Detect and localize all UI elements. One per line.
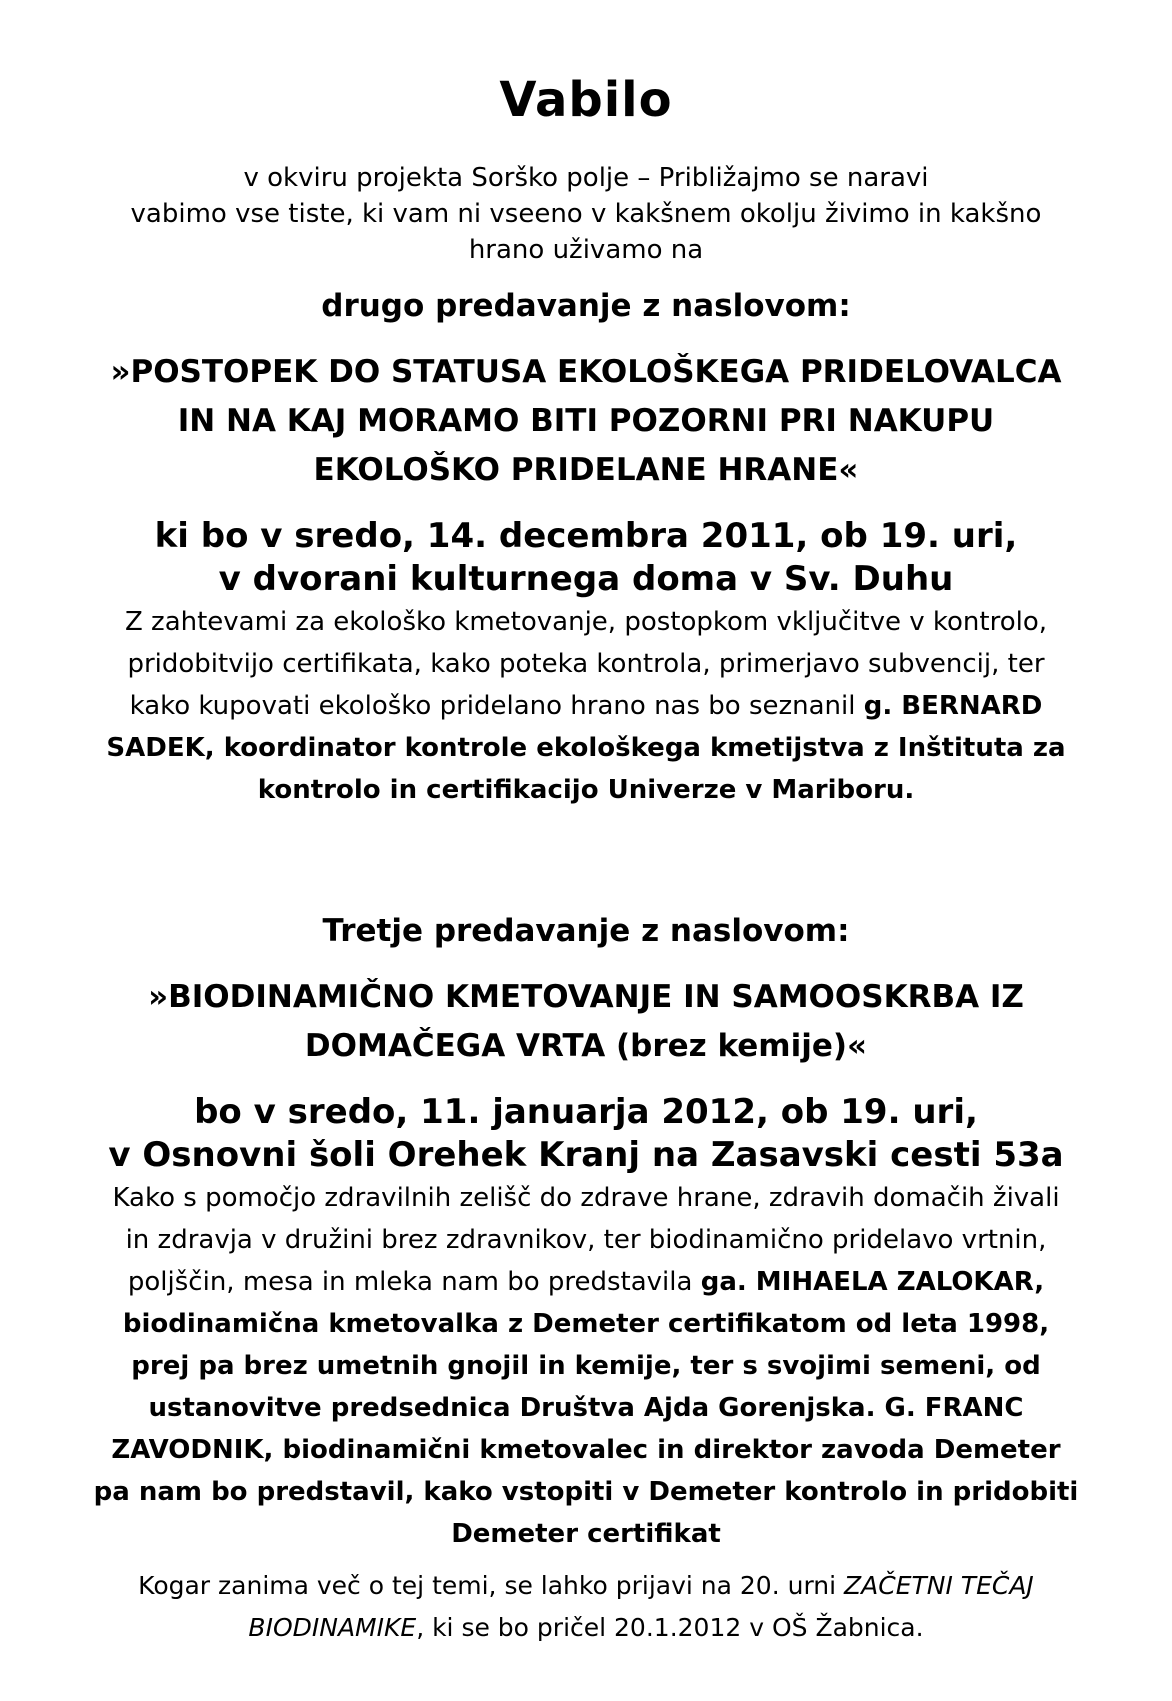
lecture3-speaker-line-4: ZAVODNIK, biodinamični kmetovalec in direktor zavoda Demeter: [111, 1435, 1061, 1465]
invitation-document: [28, 68, 1144, 1649]
lecture3-desc-line-3: poljščin, mesa in mleka nam bo predstavila: [127, 1267, 701, 1297]
lecture2-desc-line-1: Z zahtevami za ekološko kmetovanje, postopkom vključitve v kontrolo,: [124, 607, 1048, 637]
intro-line-3: hrano uživamo na: [468, 235, 704, 265]
footer-text-2: , ki se bo pričel 20.1.2012 v OŠ Žabnica.: [416, 1613, 924, 1642]
lecture2-title: [28, 348, 1144, 495]
lecture3-speaker-line-2: prej pa brez umetnih gnojil in kemije, ter s svojimi semeni, od: [131, 1351, 1041, 1381]
lecture2-location: v dvorani kulturnega doma v Sv. Duhu: [218, 559, 954, 599]
footer-note: [28, 1565, 1144, 1649]
lecture3-speaker-line-6: Demeter certifikat: [451, 1519, 721, 1549]
lecture2-date: ki bo v sredo, 14. decembra 2011, ob 19. uri,: [154, 516, 1018, 556]
lecture3-title: [28, 973, 1144, 1071]
lecture2-when: [28, 515, 1144, 601]
lecture2-title-line-3: EKOLOŠKO PRIDELANE HRANE«: [313, 452, 859, 488]
intro-text: [28, 160, 1144, 268]
lecture2-desc-line-3: kako kupovati ekološko pridelano hrano nas bo seznanil: [129, 691, 864, 721]
section-spacer: [28, 811, 1144, 893]
lecture3-speaker-line-1: biodinamična kmetovalka z Demeter certifikatom od leta 1998,: [122, 1309, 1050, 1339]
lecture2-speaker-start: g. BERNARD: [863, 691, 1043, 721]
lecture3-desc-line-2: in zdravja v družini brez zdravnikov, ter biodinamično pridelavo vrtnin,: [125, 1225, 1047, 1255]
lecture3-heading: Tretje predavanje z naslovom:: [322, 913, 850, 949]
lecture3-location: v Osnovni šoli Orehek Kranj na Zasavski cesti 53a: [108, 1135, 1064, 1175]
lecture2-heading: drugo predavanje z naslovom:: [321, 288, 851, 324]
lecture3-date: bo v sredo, 11. januarja 2012, ob 19. uri,: [194, 1092, 978, 1132]
lecture3-desc-line-1: Kako s pomočjo zdravilnih zelišč do zdrave hrane, zdravih domačih živali: [112, 1183, 1060, 1213]
lecture2-desc-line-2: pridobitvijo certifikata, kako poteka kontrola, primerjavo subvencij, ter: [127, 649, 1045, 679]
lecture2-speaker-line-2: kontrolo in certifikacijo Univerze v Mariboru.: [257, 775, 915, 805]
lecture2-speaker-line-1: SADEK, koordinator kontrole ekološkega kmetijstva z Inštituta za: [106, 733, 1066, 763]
footer-text-1: Kogar zanima več o tej temi, se lahko prijavi na 20. urni: [138, 1571, 845, 1600]
lecture3-speaker-line-3: ustanovitve predsednica Društva Ajda Gorenjska. G. FRANC: [148, 1393, 1024, 1423]
lecture3-speaker-line-5: pa nam bo predstavil, kako vstopiti v Demeter kontrolo in pridobiti: [93, 1477, 1079, 1507]
lecture2-title-line-1: »POSTOPEK DO STATUSA EKOLOŠKEGA PRIDELOVALCA: [110, 354, 1062, 390]
lecture3-speaker-start: ga. MIHAELA ZALOKAR,: [700, 1267, 1045, 1297]
lecture3-title-line-1: »BIODINAMIČNO KMETOVANJE IN SAMOOSKRBA IZ: [148, 979, 1024, 1015]
lecture3-when: [28, 1091, 1144, 1177]
intro-line-2: vabimo vse tiste, ki vam ni vseeno v kakšnem okolju živimo in kakšno: [130, 199, 1042, 229]
intro-line-1: v okviru projekta Sorško polje – Približajmo se naravi: [243, 163, 929, 193]
lecture2-title-line-2: IN NA KAJ MORAMO BITI POZORNI PRI NAKUPU: [177, 403, 995, 439]
footer-course-name-1: ZAČETNI TEČAJ: [844, 1571, 1034, 1600]
lecture3-title-line-2: DOMAČEGA VRTA (brez kemije)«: [304, 1028, 868, 1064]
document-title: Vabilo: [499, 72, 673, 128]
footer-course-name-2: BIODINAMIKE: [248, 1613, 417, 1642]
lecture3-description: [28, 1177, 1144, 1555]
lecture2-description: [28, 601, 1144, 811]
